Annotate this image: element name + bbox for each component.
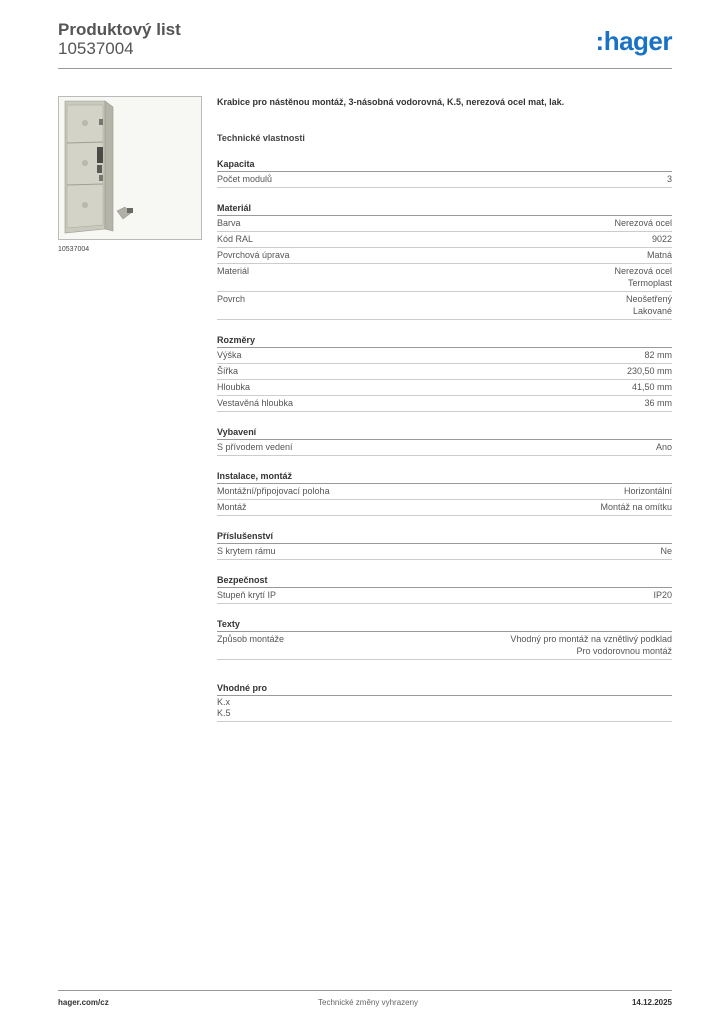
section-title: Materiál: [217, 202, 672, 216]
property-value-line: Ne: [660, 546, 672, 556]
property-label: S přívodem vedení: [217, 442, 293, 452]
product-description: Krabice pro nástěnou montáž, 3-násobná vodorovná, K.5, nerezová ocel mat, lak.: [217, 97, 565, 107]
property-value: [626, 293, 672, 317]
property-value-line: 230,50 mm: [626, 366, 672, 376]
property-value: [660, 545, 672, 557]
product-details: [217, 96, 672, 722]
property-value: [627, 365, 672, 377]
property-row: [217, 364, 672, 380]
property-label: Barva: [217, 218, 241, 228]
section-title: Bezpečnost: [217, 574, 672, 588]
property-value: [656, 441, 672, 453]
property-value-line: 9022: [651, 234, 672, 244]
property-value-line: Vhodný pro montáž na vznětlivý podklad: [510, 634, 672, 644]
property-label: Materiál: [217, 266, 250, 276]
suitable-item: K.x: [217, 697, 231, 707]
suitable-for-section: [217, 682, 672, 722]
property-section: [217, 470, 672, 516]
property-row: [217, 632, 672, 660]
property-value-line: 3: [666, 174, 672, 184]
property-label: Vestavěná hloubka: [217, 398, 294, 408]
property-label: S krytem rámu: [217, 546, 276, 556]
property-row: [217, 264, 672, 292]
property-section: [217, 426, 672, 456]
property-row: [217, 440, 672, 456]
property-row: [217, 348, 672, 364]
tech-properties-title: Technické vlastnosti: [217, 133, 305, 143]
property-label: Kód RAL: [217, 234, 254, 244]
property-value-line: Neošetřený: [625, 294, 672, 304]
property-row: [217, 544, 672, 560]
property-row: [217, 232, 672, 248]
property-section: [217, 334, 672, 412]
property-value: [667, 173, 672, 185]
property-sections: [217, 158, 672, 660]
property-section: [217, 158, 672, 188]
property-value-line: Montáž na omítku: [600, 502, 672, 512]
property-value-line: 41,50 mm: [631, 382, 672, 392]
property-value-line: Nerezová ocel: [614, 218, 672, 228]
section-title: Vybavení: [217, 426, 672, 440]
property-value: [644, 397, 672, 409]
footer-website: hager.com/cz: [58, 998, 109, 1007]
property-label: Výška: [217, 350, 242, 360]
section-title: Kapacita: [217, 158, 672, 172]
property-row: [217, 484, 672, 500]
product-image: [58, 96, 202, 240]
header-divider: [58, 68, 672, 69]
suitable-list: [217, 696, 672, 722]
property-label: Šířka: [217, 366, 239, 376]
property-value: [652, 233, 672, 245]
suitable-item: K.5: [217, 708, 231, 718]
property-value-line: IP20: [653, 590, 672, 600]
property-value-line: 82 mm: [644, 350, 672, 360]
section-title: Příslušenství: [217, 530, 672, 544]
property-value-line: Ano: [655, 442, 672, 452]
product-box-illustration: [59, 97, 201, 239]
property-label: Povrch: [217, 294, 246, 304]
property-row: [217, 172, 672, 188]
property-label: Stupeň krytí IP: [217, 590, 277, 600]
property-section: [217, 530, 672, 560]
hager-logo: :hager: [595, 26, 672, 56]
property-label: Hloubka: [217, 382, 251, 392]
property-value: [614, 217, 672, 229]
footer-disclaimer: Technické změny vyhrazeny: [318, 998, 419, 1007]
property-value-line: Termoplast: [627, 278, 672, 288]
section-title: Texty: [217, 618, 672, 632]
section-title: Instalace, montáž: [217, 470, 672, 484]
page-title: Produktový list: [58, 20, 181, 39]
property-value: [647, 249, 672, 261]
property-value-line: 36 mm: [644, 398, 672, 408]
property-label: Počet modulů: [217, 174, 273, 184]
property-value-line: Nerezová ocel: [614, 266, 672, 276]
section-title: Vhodné pro: [217, 682, 672, 696]
property-section: [217, 618, 672, 660]
property-value-line: Pro vodorovnou montáž: [576, 646, 672, 656]
property-value: [614, 265, 672, 289]
property-label: Způsob montáže: [217, 634, 285, 644]
property-value-line: Lakované: [632, 306, 672, 316]
property-row: [217, 292, 672, 320]
property-row: [217, 500, 672, 516]
footer-divider: [58, 990, 672, 991]
property-row: [217, 588, 672, 604]
property-row: [217, 396, 672, 412]
property-value: [624, 485, 672, 497]
product-code: 10537004: [58, 39, 134, 58]
property-section: [217, 202, 672, 320]
property-value-line: Matná: [646, 250, 672, 260]
property-label: Montážní/připojovací poloha: [217, 486, 330, 496]
property-value: [600, 501, 672, 513]
property-section: [217, 574, 672, 604]
property-value: [653, 589, 672, 601]
property-label: Montáž: [217, 502, 247, 512]
footer-date: 14.12.2025: [631, 998, 672, 1007]
property-row: [217, 248, 672, 264]
section-title: Rozměry: [217, 334, 672, 348]
property-value: [644, 349, 672, 361]
property-value-line: Horizontální: [623, 486, 672, 496]
property-value: [632, 381, 672, 393]
property-row: [217, 380, 672, 396]
image-caption: 10537004: [58, 246, 90, 253]
property-label: Povrchová úprava: [217, 250, 290, 260]
property-row: [217, 216, 672, 232]
property-value: [510, 633, 672, 657]
